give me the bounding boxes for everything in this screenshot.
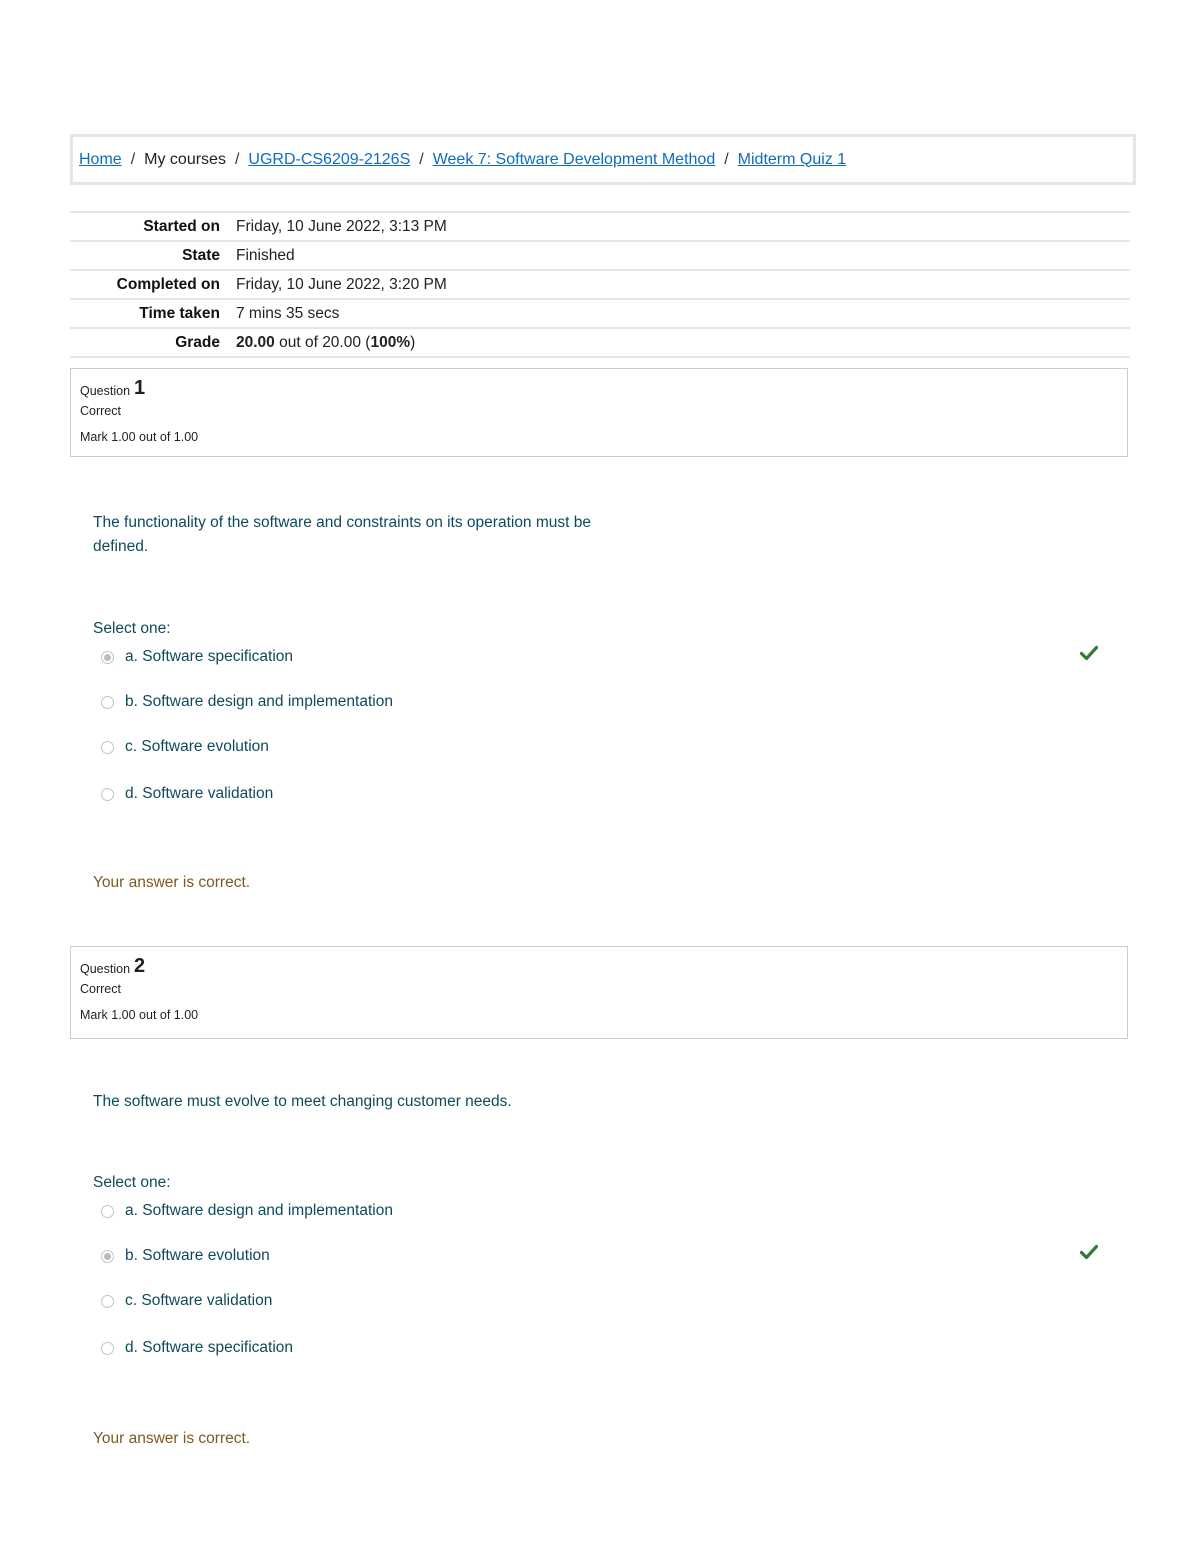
breadcrumb-week-link[interactable]: Week 7: Software Development Method	[432, 150, 716, 168]
radio-button[interactable]	[101, 1342, 114, 1355]
breadcrumb-separator: /	[419, 150, 424, 168]
question-label: Question	[80, 384, 131, 398]
summary-row-time	[70, 299, 1130, 328]
question-label: Question	[80, 962, 131, 976]
time-taken-value: 7 mins 35 secs	[236, 304, 340, 322]
question-state: Correct	[80, 404, 121, 418]
summary-row-started	[70, 212, 1130, 241]
question-grade: Mark 1.00 out of 1.00	[80, 430, 199, 444]
breadcrumb	[70, 134, 1136, 185]
answer-option[interactable]	[101, 1200, 393, 1222]
state-label: State	[182, 246, 220, 264]
completed-value: Friday, 10 June 2022, 3:20 PM	[236, 275, 447, 293]
radio-button[interactable]	[101, 1250, 114, 1263]
radio-button[interactable]	[101, 651, 114, 664]
radio-button[interactable]	[101, 1295, 114, 1308]
state-value: Finished	[236, 246, 295, 264]
started-label: Started on	[143, 217, 220, 235]
feedback-text: Your answer is correct.	[93, 874, 251, 891]
option-label: c. Software evolution	[125, 738, 269, 755]
completed-label: Completed on	[116, 275, 220, 293]
answer-option[interactable]	[101, 1245, 270, 1267]
check-icon	[1080, 645, 1098, 661]
select-one-prompt: Select one:	[93, 1174, 171, 1191]
summary-row-state	[70, 241, 1130, 270]
attempt-summary-table	[70, 211, 1130, 358]
option-label: b. Software evolution	[125, 1247, 270, 1264]
question-info-box	[70, 368, 1128, 457]
question-text: The software must evolve to meet changing customer needs.	[93, 1093, 512, 1110]
answer-option[interactable]	[101, 1290, 272, 1312]
question-state: Correct	[80, 982, 121, 996]
time-taken-label: Time taken	[139, 304, 220, 322]
answer-option[interactable]	[101, 646, 293, 668]
question-grade: Mark 1.00 out of 1.00	[80, 1008, 199, 1022]
answer-option[interactable]	[101, 691, 393, 713]
summary-row-grade	[70, 328, 1130, 357]
option-label: d. Software validation	[125, 785, 274, 802]
answer-option[interactable]	[101, 1337, 293, 1359]
breadcrumb-separator: /	[130, 150, 136, 168]
select-one-prompt: Select one:	[93, 620, 171, 637]
question-text: The functionality of the software and constraints on its operation must be defined.	[93, 514, 591, 555]
summary-row-completed	[70, 270, 1130, 299]
radio-button[interactable]	[101, 788, 114, 801]
question-number: 1	[134, 377, 146, 399]
radio-button[interactable]	[101, 1205, 114, 1218]
check-icon	[1080, 1244, 1098, 1260]
answer-option[interactable]	[101, 783, 273, 805]
feedback-text: Your answer is correct.	[93, 1430, 251, 1447]
breadcrumb-course-link[interactable]: UGRD-CS6209-2126S	[248, 150, 411, 168]
option-label: d. Software specification	[125, 1339, 294, 1356]
breadcrumb-home-link[interactable]: Home	[79, 150, 122, 168]
grade-percent: 100%	[370, 333, 411, 351]
grade-out-of: out of 20.00 (	[274, 333, 371, 351]
option-label: a. Software specification	[125, 648, 294, 665]
breadcrumb-separator: /	[234, 150, 240, 168]
option-label: b. Software design and implementation	[125, 693, 393, 710]
question-info-box	[70, 946, 1128, 1039]
option-label: c. Software validation	[125, 1292, 273, 1309]
radio-button[interactable]	[101, 696, 114, 709]
answer-option[interactable]	[101, 736, 269, 758]
breadcrumb-quiz-link[interactable]: Midterm Quiz 1	[737, 150, 847, 168]
question-number: 2	[134, 955, 146, 977]
grade-label: Grade	[175, 333, 220, 351]
grade-score: 20.00	[236, 333, 275, 351]
radio-button[interactable]	[101, 741, 114, 754]
option-label: a. Software design and implementation	[125, 1202, 393, 1219]
grade-value	[236, 328, 1130, 357]
breadcrumb-my-courses: My courses	[144, 150, 226, 168]
breadcrumb-separator: /	[724, 150, 729, 168]
grade-close: )	[410, 333, 416, 351]
started-value: Friday, 10 June 2022, 3:13 PM	[236, 217, 447, 235]
